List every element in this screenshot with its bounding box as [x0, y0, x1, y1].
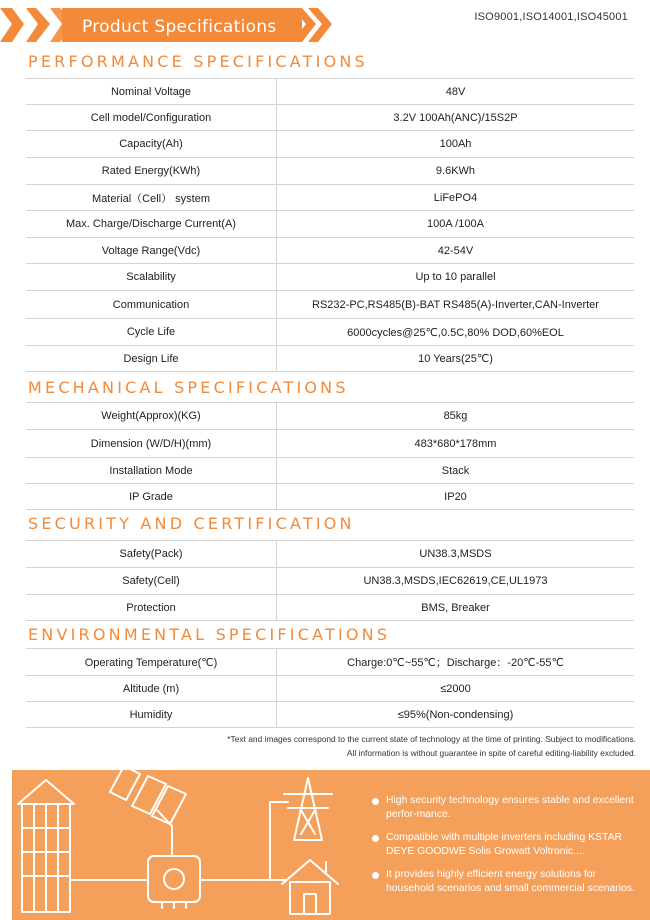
spec-value: Up to 10 parallel — [415, 271, 496, 283]
disclaimer-line: All information is without guarantee in spite of careful editing-liability excluded. — [346, 748, 636, 758]
spec-value: 10 Years(25℃) — [418, 353, 493, 365]
spec-label: Safety(Pack) — [119, 548, 183, 560]
spec-row — [26, 541, 634, 568]
spec-value: UN38.3,MSDS — [419, 548, 492, 560]
spec-label: Cycle Life — [126, 326, 176, 338]
spec-label: Max. Charge/Discharge Current(A) — [66, 218, 236, 230]
spec-row — [26, 291, 634, 319]
spec-row — [26, 595, 634, 621]
spec-row — [26, 185, 634, 211]
spec-value: 100A /100A — [427, 218, 484, 230]
spec-value: ≤95%(Non-condensing) — [397, 708, 514, 721]
spec-row — [26, 105, 634, 131]
spec-value: Stack — [441, 464, 470, 477]
feature-item — [372, 831, 640, 859]
spec-label: Safety(Cell) — [122, 575, 180, 587]
spec-value: IP20 — [444, 490, 467, 503]
power-tower-icon — [284, 778, 332, 840]
section-title: PERFORMANCE SPECIFICATIONS — [28, 52, 368, 71]
bullet-icon — [372, 798, 379, 805]
house-icon — [282, 860, 338, 914]
spec-value: 6000cycles@25℃,0.5C,80% DOD,60%EOL — [347, 326, 564, 339]
bullet-icon — [372, 835, 379, 842]
spec-value: ≤2000 — [440, 682, 471, 695]
feature-item — [372, 868, 640, 896]
certification-list: ISO9001,ISO14001,ISO45001 — [474, 11, 628, 23]
spec-row — [26, 264, 634, 291]
spec-row — [26, 238, 634, 264]
spec-label: Scalability — [126, 271, 176, 283]
spec-row — [26, 158, 634, 185]
spec-value: LiFePO4 — [433, 191, 478, 204]
section-title: MECHANICAL SPECIFICATIONS — [28, 378, 349, 397]
spec-row — [26, 131, 634, 158]
spec-row — [26, 484, 634, 510]
spec-row — [26, 568, 634, 595]
spec-label: Communication — [112, 298, 190, 311]
spec-value: Charge:0℃~55℃；Discharge：-20℃-55℃ — [347, 657, 564, 669]
spec-label: Rated Energy(KWh) — [101, 165, 201, 177]
disclaimer-line: *Text and images correspond to the current state of technology at the time of printing. Subject to modifications. — [227, 734, 636, 744]
spec-label: Capacity(Ah) — [119, 138, 183, 150]
solar-panel-icon — [110, 770, 186, 848]
spec-label: Operating Temperature(℃) — [84, 656, 218, 669]
spec-row — [26, 211, 634, 238]
page-title: Product Specifications — [82, 17, 277, 37]
spec-label: Installation Mode — [109, 464, 193, 477]
spec-value: 3.2V 100Ah(ANC)/15S2P — [393, 111, 518, 124]
bullet-icon — [372, 872, 379, 879]
building-icon — [18, 780, 74, 912]
header-bar — [0, 8, 332, 48]
feature-text: It provides highly efficient energy solutions for household scenarios and small commercial scenarios. — [386, 869, 635, 894]
spec-value: BMS, Breaker — [421, 601, 490, 614]
spec-label: Humidity — [129, 708, 173, 721]
inverter-icon — [148, 856, 200, 908]
spec-row — [26, 346, 634, 372]
spec-value: 100Ah — [439, 138, 472, 150]
spec-row — [26, 319, 634, 346]
section-title: ENVIRONMENTAL SPECIFICATIONS — [28, 625, 391, 644]
spec-value: 9.6KWh — [435, 165, 476, 177]
spec-label: Nominal Voltage — [110, 85, 192, 98]
spec-value: 48V — [445, 85, 466, 98]
spec-row — [26, 649, 634, 676]
feature-list — [372, 794, 640, 905]
spec-value: UN38.3,MSDS,IEC62619,CE,UL1973 — [363, 575, 548, 587]
spec-row — [26, 676, 634, 702]
spec-label: IP Grade — [129, 490, 173, 503]
spec-row — [26, 79, 634, 105]
spec-value: RS232-PC,RS485(B)-BAT RS485(A)-Inverter,CAN-Inverter — [312, 298, 599, 311]
spec-label: Material（Cell） system — [92, 192, 210, 205]
feature-text: Compatible with multiple inverters including KSTAR DEYE GOODWE Solis Growatt Voltronic.... — [386, 832, 623, 857]
spec-row — [26, 430, 634, 458]
spec-label: Altitude (m) — [122, 682, 180, 695]
spec-row — [26, 403, 634, 430]
spec-label: Dimension (W/D/H)(mm) — [90, 437, 212, 450]
spec-label: Design Life — [123, 352, 179, 365]
spec-row — [26, 458, 634, 484]
spec-label: Protection — [126, 601, 176, 614]
spec-label: Voltage Range(Vdc) — [101, 244, 201, 257]
spec-value: 42-54V — [437, 244, 474, 257]
feature-item — [372, 794, 640, 822]
spec-label: Cell model/Configuration — [90, 111, 212, 124]
feature-text: High security technology ensures stable and excellent perfor-mance. — [386, 795, 634, 820]
spec-label: Weight(Approx)(KG) — [101, 410, 201, 422]
spec-value: 85kg — [443, 410, 468, 422]
section-title: SECURITY AND CERTIFICATION — [28, 514, 355, 533]
spec-value: 483*680*178mm — [414, 437, 497, 450]
spec-row — [26, 702, 634, 728]
